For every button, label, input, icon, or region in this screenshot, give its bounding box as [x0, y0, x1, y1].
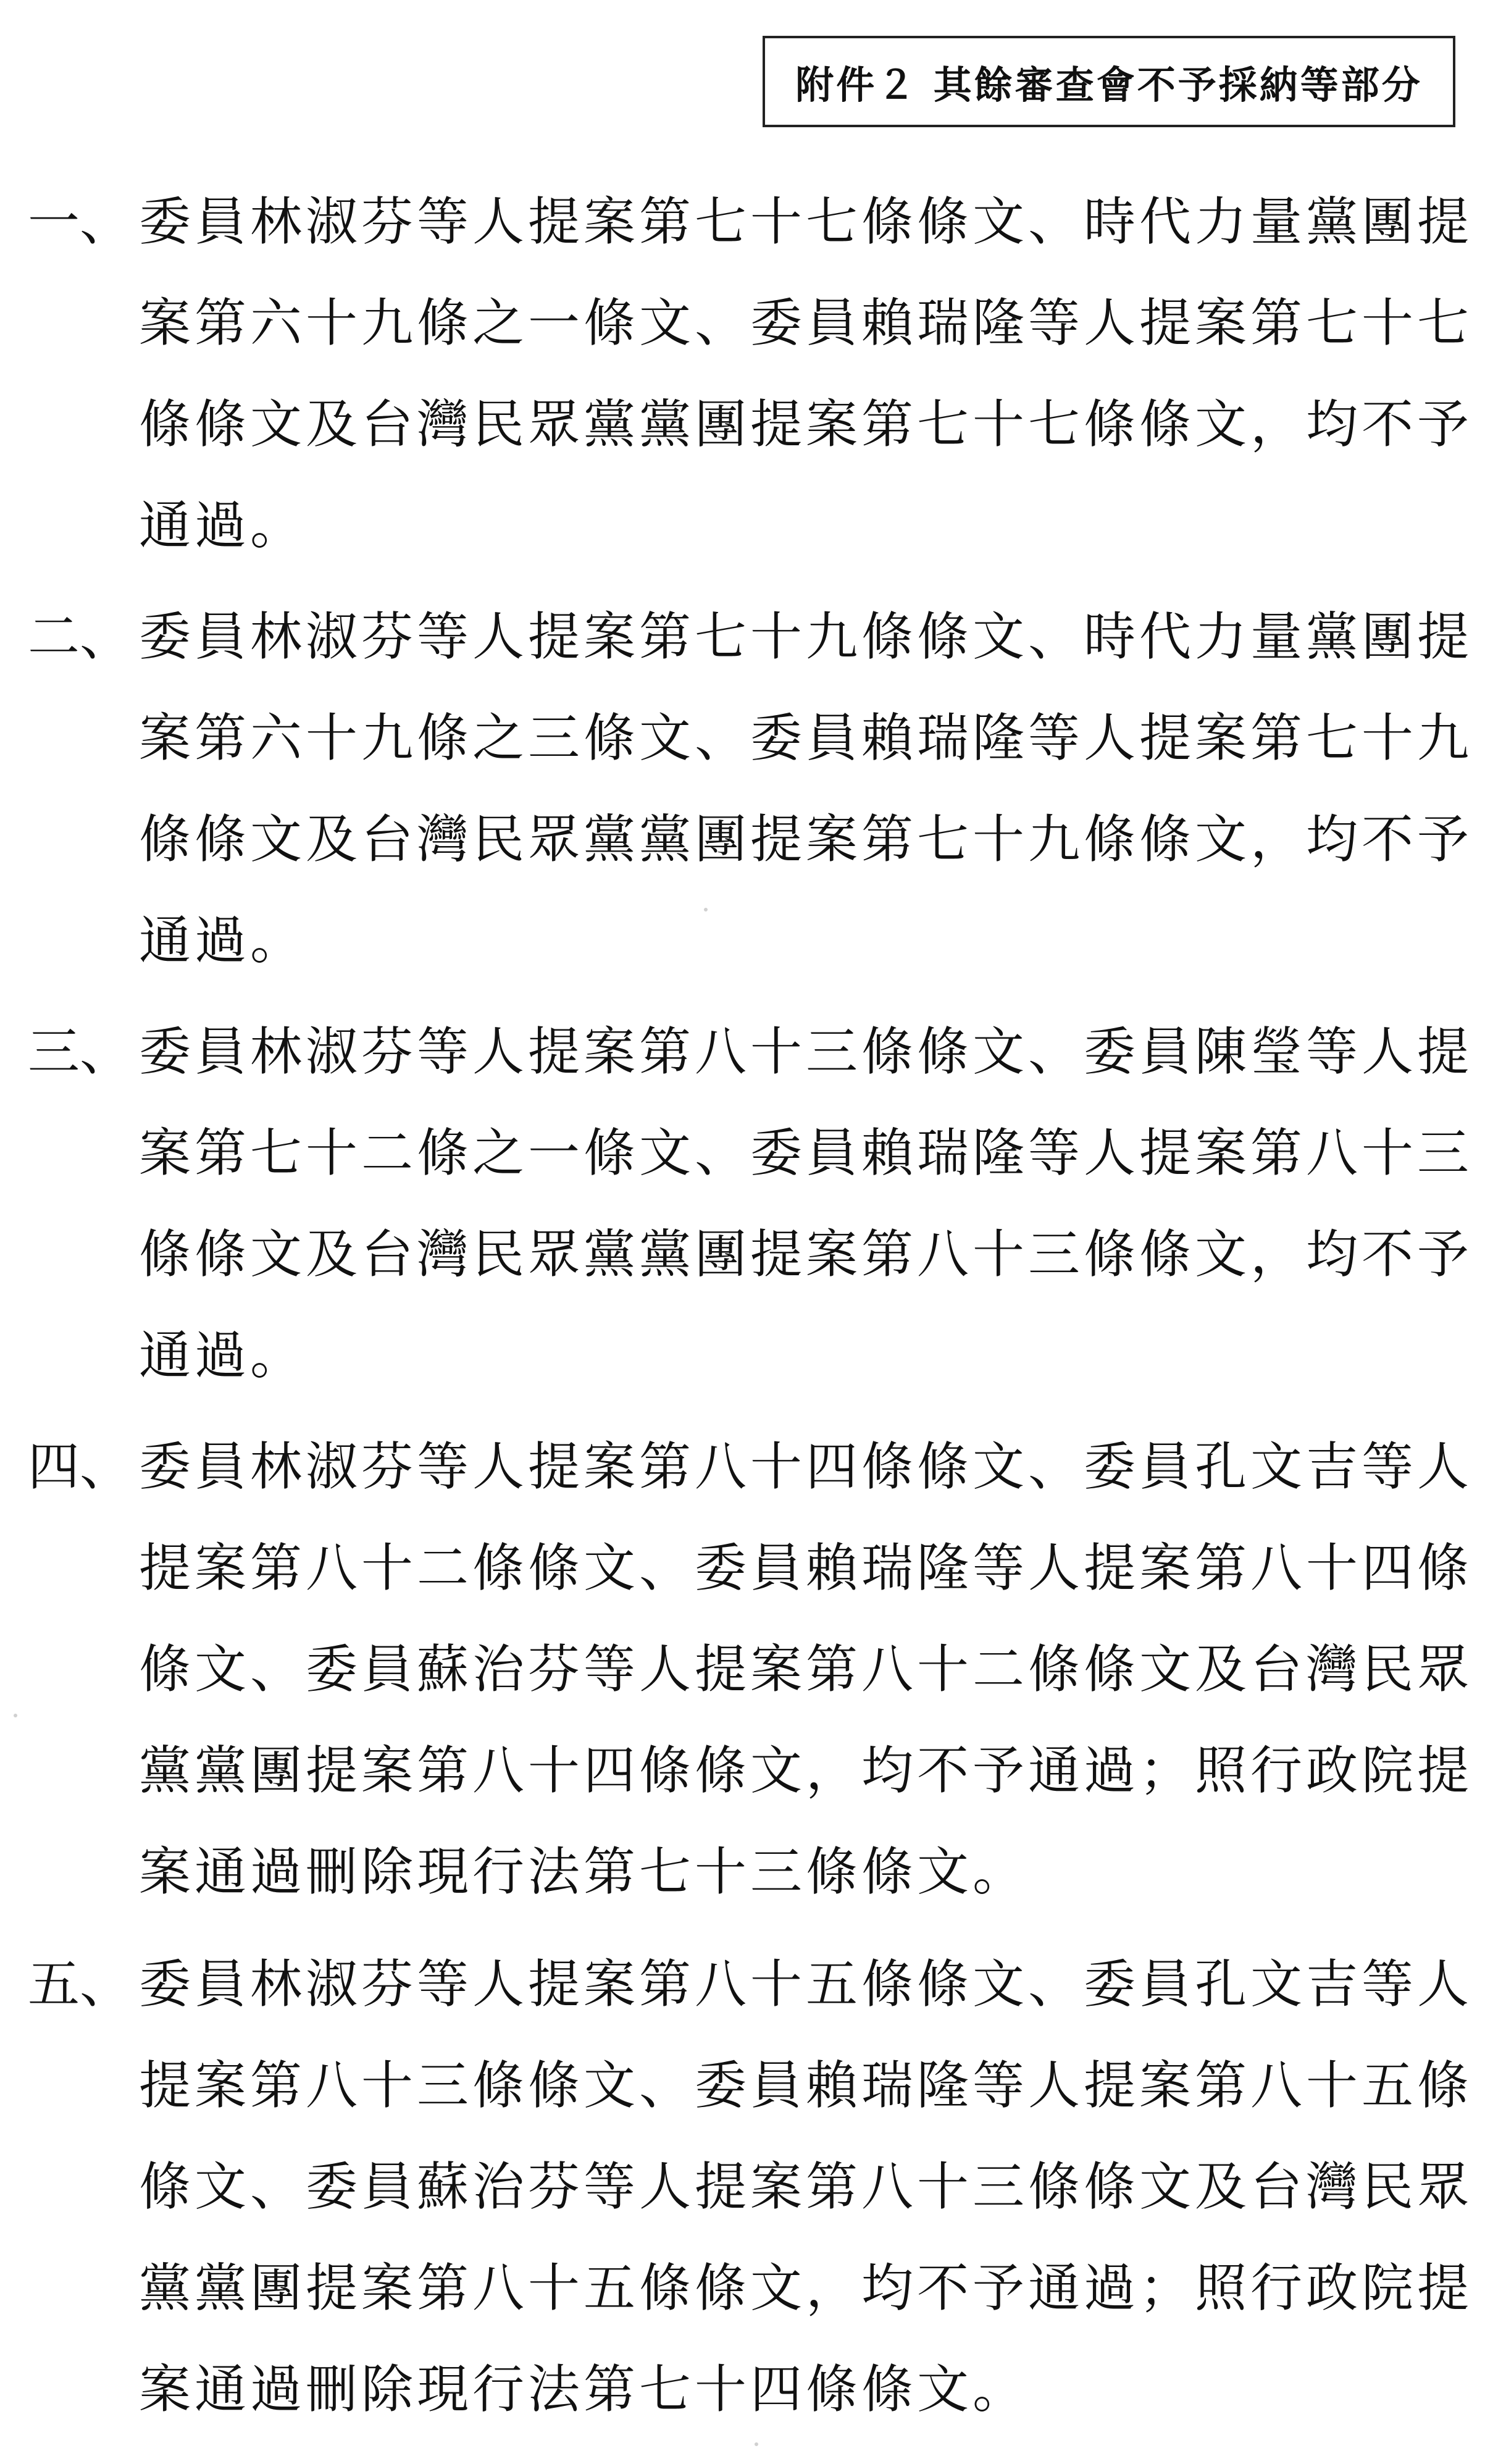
item-line: 條文、委員蘇治芬等人提案第八十二條條文及台灣民眾 [139, 1639, 1473, 1699]
item-body [139, 586, 1473, 991]
item-line: 條條文及台灣民眾黨黨團提案第七十七條條文，均不予 [139, 394, 1473, 455]
item-line: 案通過刪除現行法第七十四條條文。 [139, 2359, 1029, 2420]
item-body [139, 1001, 1473, 1406]
item-body [139, 1416, 1473, 1922]
item-marker: 二、 [28, 606, 132, 667]
scan-speck [14, 1714, 17, 1717]
item-line: 條文、委員蘇治芬等人提案第八十三條條文及台灣民眾 [139, 2156, 1473, 2217]
attachment-label-text: 附件２ 其餘審查會不予採納等部分 [795, 62, 1423, 107]
item-line: 委員林淑芬等人提案第八十五條條文、委員孔文吉等人 [139, 1954, 1473, 2014]
item-line: 黨黨團提案第八十五條條文，均不予通過；照行政院提 [139, 2258, 1473, 2318]
item-line: 提案第八十二條條文、委員賴瑞隆等人提案第八十四條 [139, 1538, 1473, 1598]
item-body [139, 1934, 1473, 2440]
item-line: 案第六十九條之一條文、委員賴瑞隆等人提案第七十七 [139, 293, 1473, 353]
item-line: 委員林淑芬等人提案第八十三條條文、委員陳瑩等人提 [139, 1021, 1473, 1082]
item-line: 委員林淑芬等人提案第七十七條條文、時代力量黨團提 [139, 191, 1473, 252]
item-line: 通過。 [139, 910, 306, 971]
scan-speck [755, 2442, 758, 2446]
item-line: 提案第八十三條條文、委員賴瑞隆等人提案第八十五條 [139, 2055, 1473, 2116]
item-line: 委員林淑芬等人提案第七十九條條文、時代力量黨團提 [139, 606, 1473, 667]
item-marker: 五、 [28, 1954, 132, 2014]
item-line: 案第六十九條之三條文、委員賴瑞隆等人提案第七十九 [139, 708, 1473, 768]
item-marker: 一、 [28, 191, 132, 252]
item-line: 條條文及台灣民眾黨黨團提案第七十九條條文，均不予 [139, 809, 1473, 870]
scan-speck [704, 908, 708, 911]
item-line: 案第七十二條之一條文、委員賴瑞隆等人提案第八十三 [139, 1123, 1473, 1183]
item-line: 通過。 [139, 495, 306, 556]
attachment-label-box [763, 36, 1455, 127]
item-marker: 三、 [28, 1021, 132, 1082]
item-body [139, 171, 1473, 576]
item-line: 案通過刪除現行法第七十三條條文。 [139, 1842, 1029, 1902]
item-line: 條條文及台灣民眾黨黨團提案第八十三條條文，均不予 [139, 1224, 1473, 1284]
item-marker: 四、 [28, 1436, 132, 1497]
item-line: 通過。 [139, 1325, 306, 1386]
item-line: 委員林淑芬等人提案第八十四條條文、委員孔文吉等人 [139, 1436, 1473, 1497]
item-line: 黨黨團提案第八十四條條文，均不予通過；照行政院提 [139, 1740, 1473, 1801]
